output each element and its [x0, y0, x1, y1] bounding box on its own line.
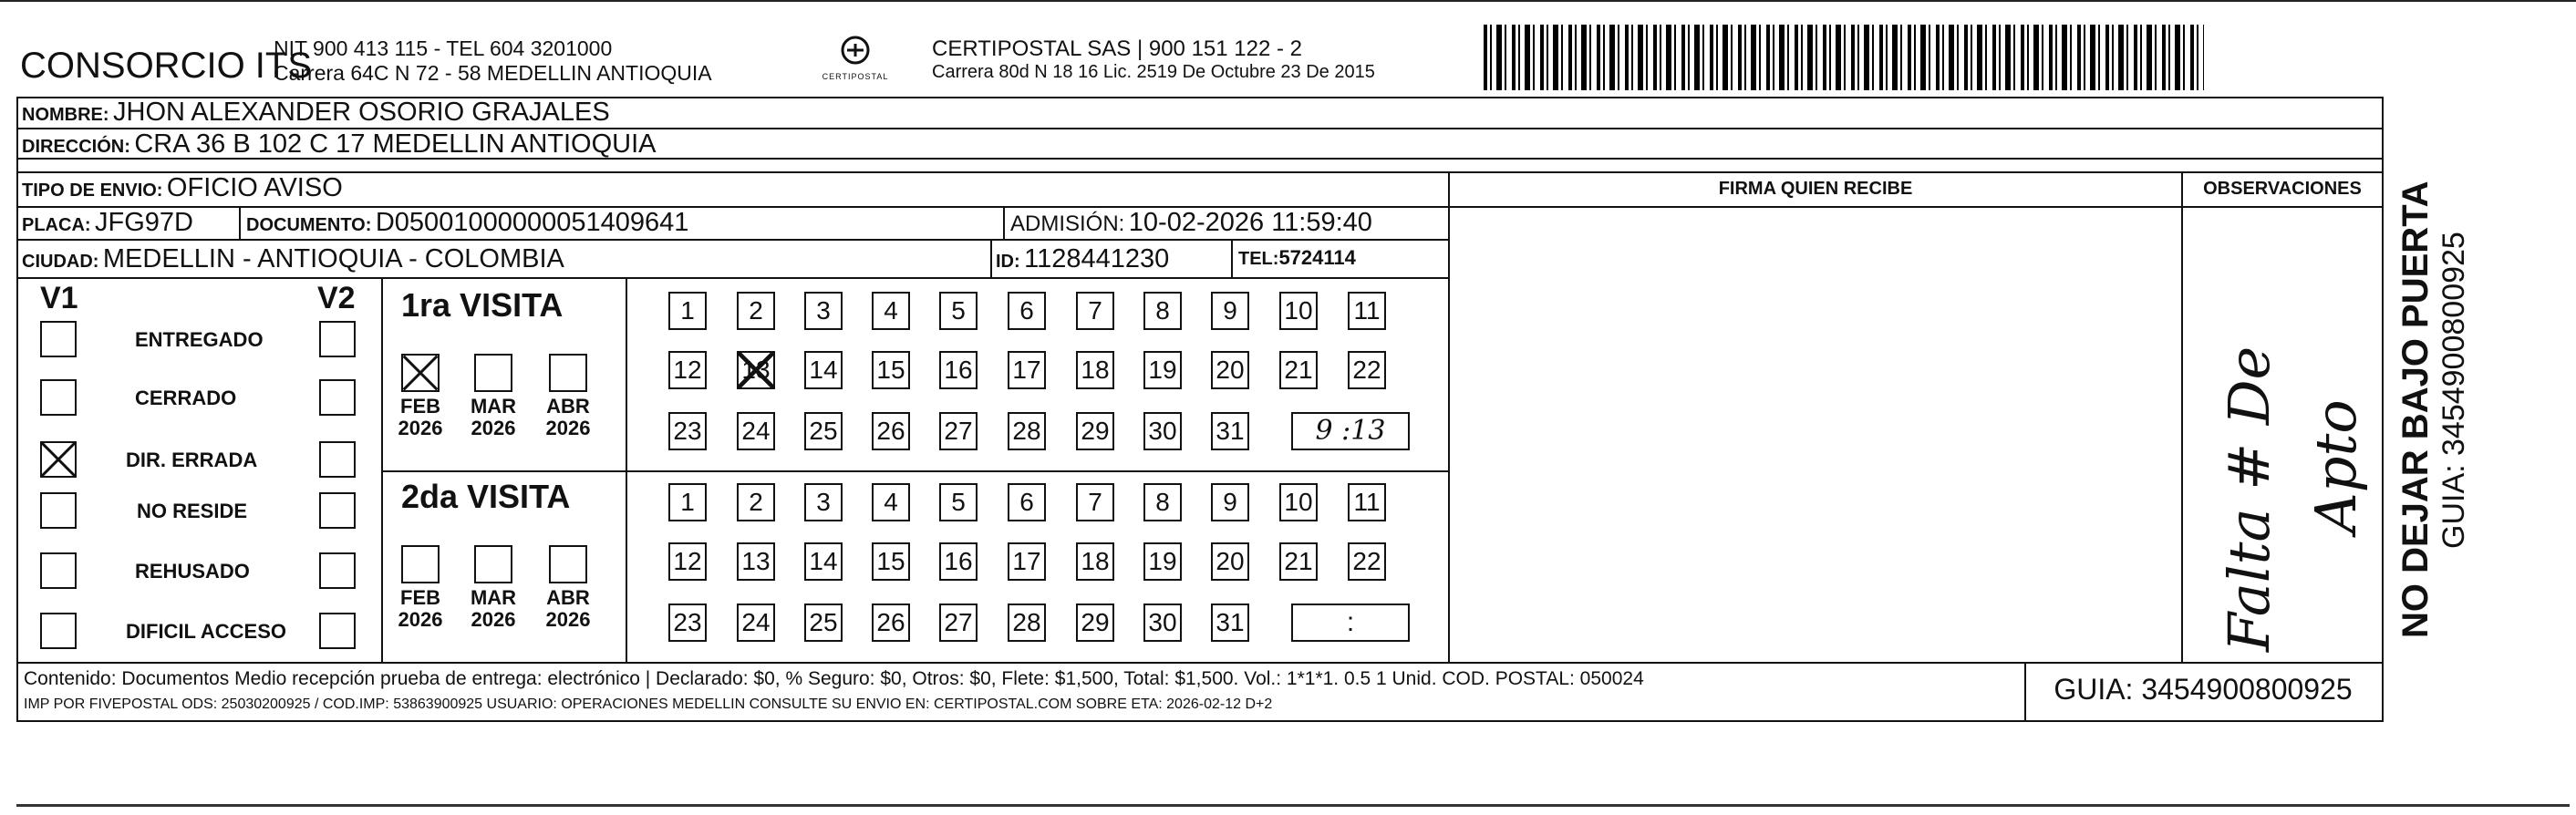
month-checkbox[interactable]: [549, 354, 587, 392]
ciudad-field: [22, 244, 564, 274]
visit-time-field[interactable]: 9 :13: [1291, 412, 1410, 450]
month-label: [393, 587, 448, 631]
day-box[interactable]: 20: [1211, 542, 1249, 581]
barcode: [1484, 25, 2204, 90]
observaciones-label: OBSERVACIONES: [2203, 179, 2362, 199]
v2-header: V2: [317, 281, 356, 315]
courier-logo: [814, 35, 896, 81]
placa-field: [22, 208, 193, 238]
day-box[interactable]: 1: [668, 483, 707, 521]
day-box[interactable]: 31: [1211, 412, 1249, 450]
courier-address: Carrera 80d N 18 16 Lic. 2519 De Octubre 23 De 2015: [932, 62, 1375, 82]
day-box[interactable]: 17: [1008, 351, 1046, 389]
day-box[interactable]: 9: [1211, 292, 1249, 330]
v1-checkbox[interactable]: [40, 321, 77, 357]
bottom-edge-line: [16, 804, 2570, 807]
documento-label: DOCUMENTO:: [246, 215, 372, 235]
visit-title: 2da VISITA: [401, 478, 571, 515]
logo-circle-icon: [837, 35, 874, 67]
v1-checkbox[interactable]: [40, 441, 77, 478]
tel-value: 5724114: [1278, 246, 1356, 269]
footer-contenido: Contenido: Documentos Medio recepción prueba de entrega: electrónico | Declarado: $0, % Seguro: $0, Otros: $0, Flete: $1,500, Total: $1,500. Vol.: 1*1*1. 0.5 1 Unid. COD. POSTAL: 050024: [24, 668, 1644, 689]
day-box[interactable]: 28: [1008, 604, 1046, 642]
footer-impresion: IMP POR FIVEPOSTAL ODS: 25030200925 / COD.IMP: 53863900925 USUARIO: OPERACIONES MEDELLIN CONSULTE SU ENVIO EN: CERTIPOSTAL.COM SOBRE ETA: 2026-02-12 D+2: [24, 696, 1273, 712]
ciudad-label: CIUDAD:: [22, 252, 99, 272]
day-box[interactable]: 30: [1143, 412, 1182, 450]
month-year: 2026: [471, 417, 516, 439]
visit-title: 1ra VISITA: [401, 286, 564, 324]
courier-name: CERTIPOSTAL SAS | 900 151 122 - 2: [932, 36, 1302, 61]
tel-field: [1238, 246, 1356, 270]
day-box[interactable]: 21: [1279, 542, 1318, 581]
nombre-label: NOMBRE:: [22, 105, 109, 125]
day-box[interactable]: 3: [804, 292, 843, 330]
firma-label: FIRMA QUIEN RECIBE: [1718, 179, 1913, 199]
day-box[interactable]: 25: [804, 412, 843, 450]
month-checkbox[interactable]: [401, 545, 440, 583]
day-box[interactable]: 22: [1348, 542, 1386, 581]
nombre-field: [22, 98, 610, 128]
month-name: FEB: [400, 586, 440, 609]
v2-checkbox[interactable]: [319, 321, 356, 357]
status-option-label: DIFICIL ACCESO: [126, 620, 287, 643]
id-value: 1128441230: [1024, 244, 1170, 273]
admision-value: 10-02-2026 11:59:40: [1128, 208, 1372, 237]
month-label: [541, 587, 595, 631]
v2-checkbox[interactable]: [319, 492, 356, 529]
ciudad-value: MEDELLIN - ANTIOQUIA - COLOMBIA: [102, 244, 564, 273]
day-box[interactable]: 21: [1279, 351, 1318, 389]
tel-label: TEL:: [1238, 249, 1279, 269]
logo-text: CERTIPOSTAL: [822, 72, 889, 81]
day-box[interactable]: 4: [872, 483, 910, 521]
day-box[interactable]: 10: [1279, 292, 1318, 330]
month-year: 2026: [545, 608, 591, 631]
day-box[interactable]: 19: [1143, 542, 1182, 581]
month-label: [393, 396, 448, 439]
day-box[interactable]: 7: [1076, 483, 1114, 521]
company-nit: NIT 900 413 115 - TEL 604 3201000: [274, 36, 613, 60]
placa-label: PLACA:: [22, 215, 91, 235]
day-box[interactable]: 8: [1143, 292, 1182, 330]
v2-checkbox[interactable]: [319, 441, 356, 478]
side-guia: GUIA: 3454900800925: [2436, 232, 2471, 549]
month-checkbox[interactable]: [401, 354, 440, 392]
day-box[interactable]: 15: [872, 351, 910, 389]
day-box[interactable]: 2: [737, 483, 775, 521]
company-name: CONSORCIO ITS: [20, 46, 313, 86]
day-box[interactable]: 15: [872, 542, 910, 581]
month-label: [466, 587, 521, 631]
day-box[interactable]: 7: [1076, 292, 1114, 330]
day-box[interactable]: 30: [1143, 604, 1182, 642]
day-box[interactable]: 13: [737, 351, 775, 389]
day-box[interactable]: 24: [737, 412, 775, 450]
day-box[interactable]: 9: [1211, 483, 1249, 521]
id-label: ID:: [996, 252, 1020, 272]
id-field: [996, 244, 1169, 274]
month-checkbox[interactable]: [474, 354, 512, 392]
month-label: [541, 396, 595, 439]
day-box[interactable]: 23: [668, 412, 707, 450]
admision-label: ADMISIÓN:: [1010, 211, 1125, 236]
day-box[interactable]: 22: [1348, 351, 1386, 389]
courier-info: [932, 36, 1375, 84]
day-box[interactable]: 4: [872, 292, 910, 330]
day-box[interactable]: 23: [668, 604, 707, 642]
month-year: 2026: [398, 417, 443, 439]
day-box[interactable]: 29: [1076, 412, 1114, 450]
day-box[interactable]: 20: [1211, 351, 1249, 389]
direccion-label: DIRECCIÓN:: [22, 137, 130, 157]
footer-guia: GUIA: 3454900800925: [2054, 673, 2353, 706]
top-edge-line: [0, 0, 2576, 2]
documento-value: D05001000000051409641: [375, 208, 689, 237]
direccion-field: [22, 129, 657, 160]
day-box[interactable]: 13: [737, 542, 775, 581]
documento-field: [246, 208, 688, 238]
firma-header: [1450, 179, 2181, 200]
day-box[interactable]: 26: [872, 604, 910, 642]
day-box[interactable]: 27: [939, 412, 978, 450]
status-option-label: REHUSADO: [135, 560, 250, 583]
v2-checkbox[interactable]: [319, 379, 356, 416]
day-box[interactable]: 18: [1076, 542, 1114, 581]
day-box[interactable]: 1: [668, 292, 707, 330]
v2-checkbox[interactable]: [319, 552, 356, 589]
day-box[interactable]: 28: [1008, 412, 1046, 450]
month-name: FEB: [400, 395, 440, 418]
day-box[interactable]: 31: [1211, 604, 1249, 642]
tipo-envio-label: TIPO DE ENVIO:: [22, 181, 163, 201]
month-name: MAR: [470, 586, 517, 609]
day-box[interactable]: 2: [737, 292, 775, 330]
status-option-label: NO RESIDE: [137, 500, 248, 522]
status-option-label: DIR. ERRADA: [126, 449, 258, 471]
nombre-value: JHON ALEXANDER OSORIO GRAJALES: [113, 98, 610, 127]
v1-checkbox[interactable]: [40, 379, 77, 416]
day-box[interactable]: 8: [1143, 483, 1182, 521]
day-box[interactable]: 6: [1008, 483, 1046, 521]
company-info: [274, 36, 712, 86]
tipo-envio-value: OFICIO AVISO: [166, 173, 343, 202]
day-box[interactable]: 16: [939, 351, 978, 389]
month-name: ABR: [546, 586, 590, 609]
status-option-label: ENTREGADO: [135, 328, 264, 351]
month-year: 2026: [545, 417, 591, 439]
direccion-value: CRA 36 B 102 C 17 MEDELLIN ANTIOQUIA: [134, 129, 657, 159]
day-box[interactable]: 19: [1143, 351, 1182, 389]
day-box[interactable]: 11: [1348, 292, 1386, 330]
month-name: ABR: [546, 395, 590, 418]
day-box[interactable]: 29: [1076, 604, 1114, 642]
month-checkbox[interactable]: [549, 545, 587, 583]
visit-time-field[interactable]: :: [1291, 604, 1410, 642]
month-year: 2026: [471, 608, 516, 631]
v2-checkbox[interactable]: [319, 613, 356, 649]
day-box[interactable]: 5: [939, 483, 978, 521]
day-box[interactable]: 26: [872, 412, 910, 450]
day-box[interactable]: 14: [804, 351, 843, 389]
day-box[interactable]: 18: [1076, 351, 1114, 389]
v1-checkbox[interactable]: [40, 613, 77, 649]
day-box[interactable]: 12: [668, 542, 707, 581]
company-address: Carrera 64C N 72 - 58 MEDELLIN ANTIOQUIA: [274, 61, 712, 85]
day-box[interactable]: 25: [804, 604, 843, 642]
status-option-label: CERRADO: [135, 387, 237, 409]
day-box[interactable]: 5: [939, 292, 978, 330]
day-box[interactable]: 16: [939, 542, 978, 581]
placa-value: JFG97D: [95, 208, 193, 237]
day-box[interactable]: 12: [668, 351, 707, 389]
day-box[interactable]: 14: [804, 542, 843, 581]
day-box[interactable]: 3: [804, 483, 843, 521]
day-box[interactable]: 10: [1279, 483, 1318, 521]
month-label: [466, 396, 521, 439]
v1-header: V1: [40, 281, 78, 315]
month-year: 2026: [398, 608, 443, 631]
side-warning: NO DEJAR BAJO PUERTA: [2395, 181, 2436, 638]
month-checkbox[interactable]: [474, 545, 512, 583]
v1-checkbox[interactable]: [40, 492, 77, 529]
tipo-envio-field: [22, 173, 343, 203]
observaciones-note-1: Falta # De: [2216, 346, 2282, 652]
observaciones-header: [2183, 179, 2382, 200]
day-box[interactable]: 17: [1008, 542, 1046, 581]
month-name: MAR: [470, 395, 517, 418]
day-box[interactable]: 27: [939, 604, 978, 642]
day-box[interactable]: 6: [1008, 292, 1046, 330]
v1-checkbox[interactable]: [40, 552, 77, 589]
observaciones-note-2: Apto: [2302, 399, 2369, 533]
day-box[interactable]: 11: [1348, 483, 1386, 521]
day-box[interactable]: 24: [737, 604, 775, 642]
admision-field: [1010, 208, 1372, 238]
